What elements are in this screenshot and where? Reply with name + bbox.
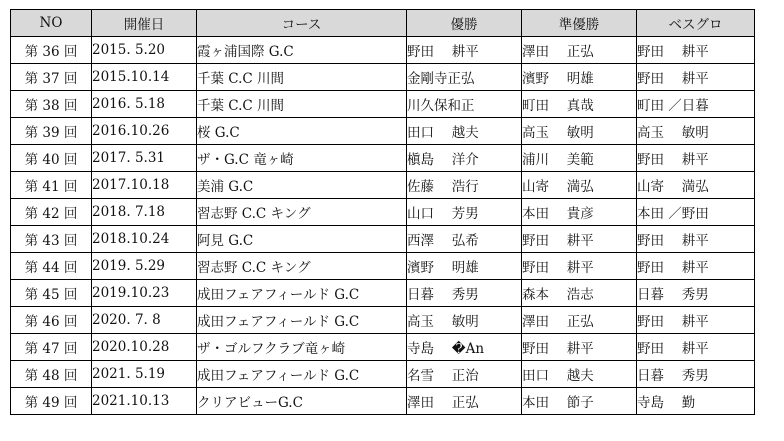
- cell-best-gross: 野田 耕平: [637, 226, 755, 253]
- cell-runner-up: 高玉 敏明: [522, 118, 637, 145]
- cell-course: 成田フェアフィールド G.C: [197, 361, 407, 388]
- cell-runner-up: 野田 耕平: [522, 334, 637, 361]
- cell-runner-up: 濱野 明雄: [522, 64, 637, 91]
- cell-course: 成田フェアフィールド G.C: [197, 307, 407, 334]
- cell-runner-up: 山寄 満弘: [522, 172, 637, 199]
- cell-winner: 田口 越夫: [407, 118, 522, 145]
- cell-no: 第 37 回: [11, 64, 92, 91]
- cell-best-gross: 山寄 満弘: [637, 172, 755, 199]
- cell-best-gross: 野田 耕平: [637, 37, 755, 64]
- cell-winner: 槇島 洋介: [407, 145, 522, 172]
- cell-runner-up: 野田 耕平: [522, 253, 637, 280]
- cell-course: ザ・ゴルフクラブ竜ヶ崎: [197, 334, 407, 361]
- cell-runner-up: 本田 貴彦: [522, 199, 637, 226]
- cell-winner: 野田 耕平: [407, 37, 522, 64]
- cell-course: 千葉 C.C 川間: [197, 91, 407, 118]
- cell-best-gross: 高玉 敏明: [637, 118, 755, 145]
- cell-date: 2019. 5.29: [92, 253, 197, 280]
- table-row: [11, 64, 755, 91]
- cell-winner: 澤田 正弘: [407, 388, 522, 415]
- cell-course: 成田フェアフィールド G.C: [197, 280, 407, 307]
- cell-runner-up: 本田 節子: [522, 388, 637, 415]
- header-runner-up: 準優勝: [522, 10, 637, 37]
- cell-no: 第 42 回: [11, 199, 92, 226]
- cell-date: 2019.10.23: [92, 280, 197, 307]
- cell-date: 2015.10.14: [92, 64, 197, 91]
- cell-no: 第 41 回: [11, 172, 92, 199]
- cell-runner-up: 浦川 美範: [522, 145, 637, 172]
- table-row: [11, 334, 755, 361]
- cell-best-gross: 野田 耕平: [637, 145, 755, 172]
- header-no: NO: [11, 10, 92, 37]
- cell-date: 2021. 5.19: [92, 361, 197, 388]
- cell-date: 2018. 7.18: [92, 199, 197, 226]
- cell-date: 2015. 5.20: [92, 37, 197, 64]
- cell-best-gross: 本田 ／野田: [637, 199, 755, 226]
- cell-no: 第 45 回: [11, 280, 92, 307]
- cell-best-gross: 野田 耕平: [637, 307, 755, 334]
- cell-winner: 金剛寺正弘: [407, 64, 522, 91]
- cell-best-gross: 野田 耕平: [637, 253, 755, 280]
- cell-runner-up: 澤田 正弘: [522, 37, 637, 64]
- cell-course: 千葉 C.C 川間: [197, 64, 407, 91]
- cell-no: 第 48 回: [11, 361, 92, 388]
- cell-best-gross: 日暮 秀男: [637, 361, 755, 388]
- cell-date: 2016. 5.18: [92, 91, 197, 118]
- header-best-gross: ベスグロ: [637, 10, 755, 37]
- cell-best-gross: 町田 ／日暮: [637, 91, 755, 118]
- table-row: [11, 199, 755, 226]
- cell-best-gross: 野田 耕平: [637, 64, 755, 91]
- cell-winner: 高玉 敏明: [407, 307, 522, 334]
- cell-winner: 濱野 明雄: [407, 253, 522, 280]
- cell-no: 第 47 回: [11, 334, 92, 361]
- cell-no: 第 39 回: [11, 118, 92, 145]
- cell-date: 2021.10.13: [92, 388, 197, 415]
- table-header: [11, 10, 755, 37]
- table-body: [11, 37, 755, 415]
- cell-no: 第 44 回: [11, 253, 92, 280]
- cell-winner: 川久保和正: [407, 91, 522, 118]
- cell-course: 習志野 C.C キング: [197, 199, 407, 226]
- table-row: [11, 280, 755, 307]
- table-row: [11, 37, 755, 64]
- cell-date: 2020.10.28: [92, 334, 197, 361]
- table-row: [11, 172, 755, 199]
- cell-runner-up: 町田 真哉: [522, 91, 637, 118]
- cell-winner: 名雪 正治: [407, 361, 522, 388]
- cell-no: 第 40 回: [11, 145, 92, 172]
- table-row: [11, 361, 755, 388]
- results-table: [10, 9, 755, 415]
- cell-best-gross: 野田 耕平: [637, 334, 755, 361]
- table-row: [11, 91, 755, 118]
- cell-date: 2017. 5.31: [92, 145, 197, 172]
- cell-runner-up: 森本 浩志: [522, 280, 637, 307]
- cell-runner-up: 田口 越夫: [522, 361, 637, 388]
- cell-course: 霞ヶ浦国際 G.C: [197, 37, 407, 64]
- header-row: [11, 10, 755, 37]
- cell-winner: 西澤 弘希: [407, 226, 522, 253]
- cell-no: 第 43 回: [11, 226, 92, 253]
- cell-winner: 日暮 秀男: [407, 280, 522, 307]
- cell-no: 第 38 回: [11, 91, 92, 118]
- table-row: [11, 388, 755, 415]
- cell-course: 桜 G.C: [197, 118, 407, 145]
- cell-winner: 寺島 �An: [407, 334, 522, 361]
- cell-no: 第 36 回: [11, 37, 92, 64]
- cell-course: クリアビューG.C: [197, 388, 407, 415]
- cell-date: 2020. 7. 8: [92, 307, 197, 334]
- table-row: [11, 226, 755, 253]
- cell-no: 第 49 回: [11, 388, 92, 415]
- cell-course: 美浦 G.C: [197, 172, 407, 199]
- cell-best-gross: 寺島 勤: [637, 388, 755, 415]
- cell-best-gross: 日暮 秀男: [637, 280, 755, 307]
- cell-winner: 山口 芳男: [407, 199, 522, 226]
- cell-no: 第 46 回: [11, 307, 92, 334]
- cell-course: 阿見 G.C: [197, 226, 407, 253]
- cell-course: ザ・G.C 竜ヶ崎: [197, 145, 407, 172]
- table-row: [11, 145, 755, 172]
- header-course: コース: [197, 10, 407, 37]
- table-row: [11, 307, 755, 334]
- cell-runner-up: 澤田 正弘: [522, 307, 637, 334]
- cell-course: 習志野 C.C キング: [197, 253, 407, 280]
- table-row: [11, 118, 755, 145]
- table-row: [11, 253, 755, 280]
- cell-date: 2016.10.26: [92, 118, 197, 145]
- cell-date: 2018.10.24: [92, 226, 197, 253]
- cell-winner: 佐藤 浩行: [407, 172, 522, 199]
- header-winner: 優勝: [407, 10, 522, 37]
- cell-runner-up: 野田 耕平: [522, 226, 637, 253]
- cell-date: 2017.10.18: [92, 172, 197, 199]
- header-date: 開催日: [92, 10, 197, 37]
